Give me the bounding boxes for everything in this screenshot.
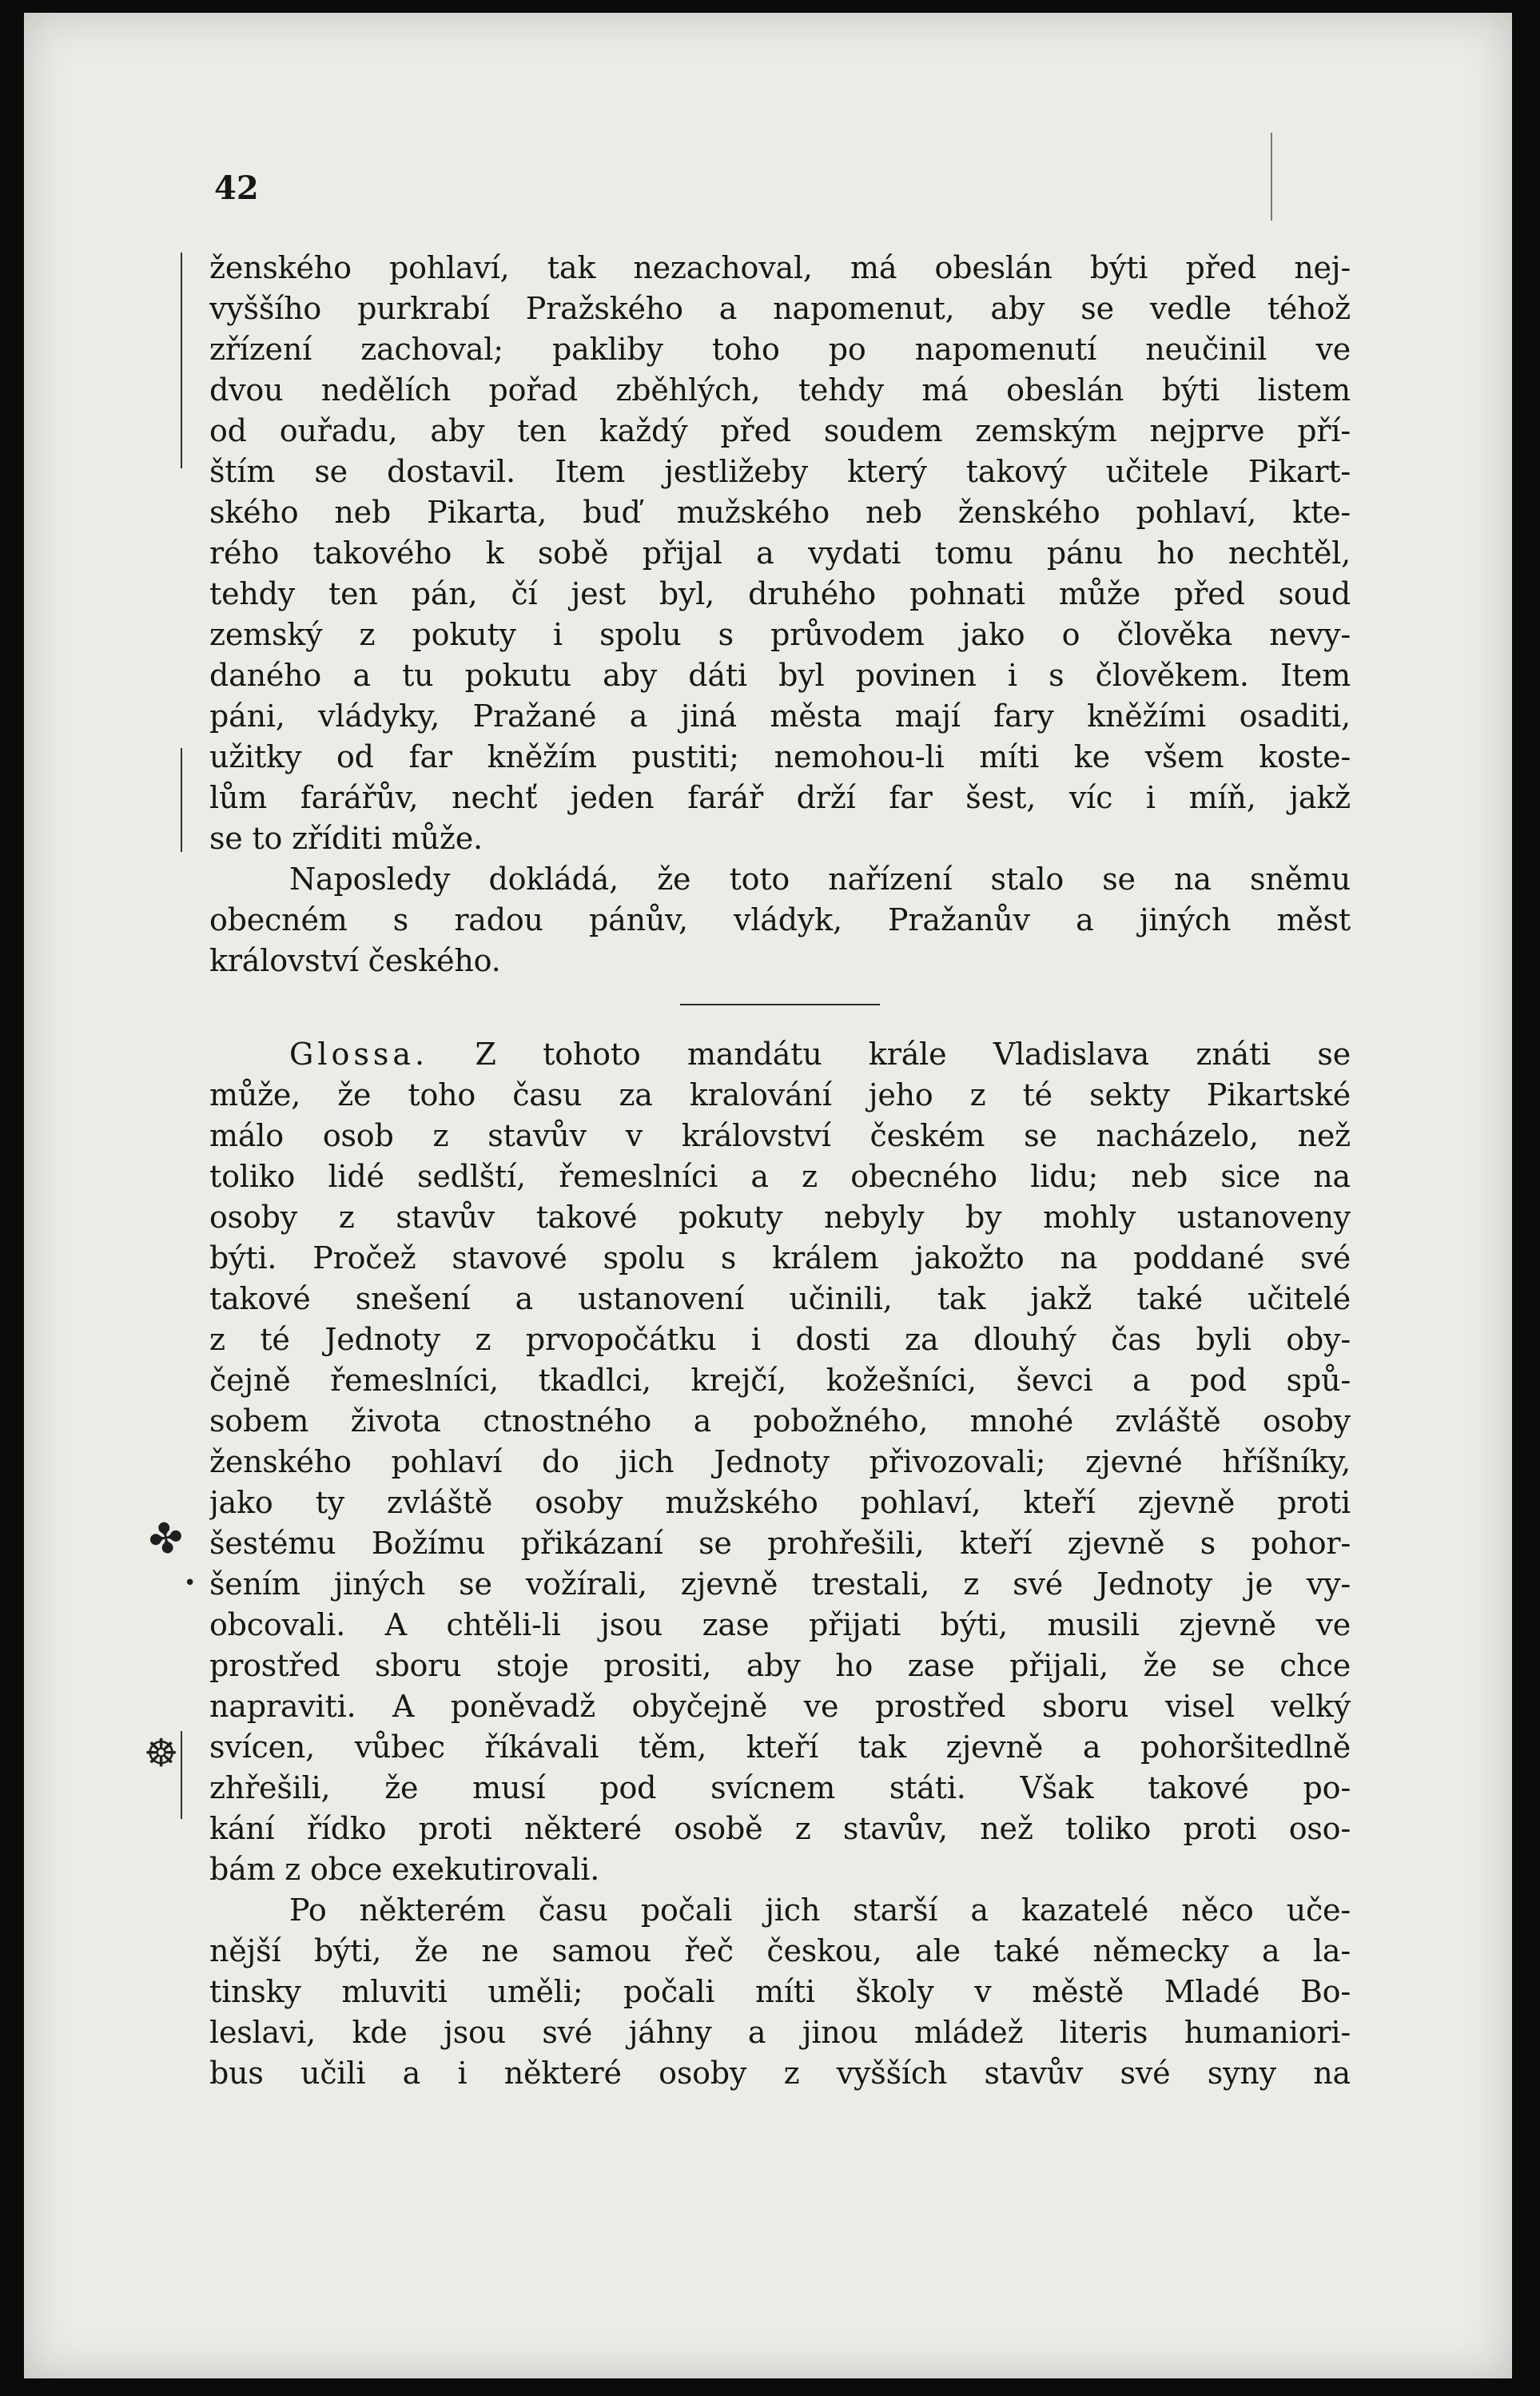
section-divider: [680, 1004, 880, 1005]
text-line: zhřešili, že musí pod svícnem státi. Však takové po-: [209, 1770, 1351, 1805]
text-line: zemský z pokuty i spolu s průvodem jako o člověka nevy-: [209, 617, 1351, 652]
text-line: lům farářův, nechť jeden farář drží far šest, víc i míň, jakž: [209, 780, 1351, 815]
text-line: se to zříditi může.: [209, 821, 483, 856]
text-line: čejně řemeslníci, tkadlci, krejčí, kožešníci, ševci a pod spů-: [209, 1363, 1351, 1398]
text-line: Po některém času počali jich starší a kazatelé něco uče-: [289, 1893, 1351, 1928]
text-line: napraviti. A poněvadž obyčejně ve prostřed sboru visel velký: [209, 1689, 1351, 1724]
text-line: ského neb Pikarta, buď mužského neb ženského pohlaví, kte-: [209, 495, 1351, 530]
text-line: obcovali. A chtěli-li jsou zase přijati býti, musili zjevně ve: [209, 1607, 1351, 1642]
text-line: šením jiných se vožírali, zjevně trestali, z své Jednoty je vy-: [209, 1566, 1351, 1602]
text-line: šestému Božímu přikázaní se prohřešili, kteří zjevně s pohor-: [209, 1526, 1351, 1561]
text-line: tinsky mluviti uměli; počali míti školy v městě Mladé Bo-: [209, 1974, 1351, 2009]
text-line: nější býti, že ne samou řeč českou, ale také německy a la-: [209, 1933, 1351, 1968]
glossa-line-rest: Z tohoto mandátu krále Vladislava znáti se: [428, 1037, 1351, 1072]
text-line: z té Jednoty z prvopočátku i dosti za dlouhý čas byli oby-: [209, 1322, 1351, 1357]
text-line: království českého.: [209, 943, 501, 978]
text-line: rého takového k sobě přijal a vydati tomu pánu ho nechtěl,: [209, 535, 1351, 571]
paragraph: [209, 1075, 1351, 1890]
text-line: leslavi, kde jsou své jáhny a jinou mládež literis humaniori-: [209, 2015, 1351, 2050]
margin-pencil-line: [181, 253, 182, 468]
text-line: svícen, vůbec říkávali těm, kteří tak zjevně a pohoršitedlně: [209, 1729, 1351, 1765]
paragraph: [209, 248, 1351, 859]
margin-dot: •: [184, 1571, 197, 1595]
text-line: štím se dostavil. Item jestližeby který takový učitele Pikart-: [209, 454, 1351, 489]
text-line: užitky od far kněžím pustiti; nemohou-li míti ke všem koste-: [209, 739, 1351, 774]
margin-handwritten-mark: ✤: [145, 1512, 188, 1566]
text-line: takové snešení a ustanovení učinili, tak jakž také učitelé: [209, 1281, 1351, 1316]
text-line: sobem života ctnostného a pobožného, mnohé zvláště osoby: [209, 1403, 1351, 1439]
text-line: ženského pohlaví, tak nezachoval, má obeslán býti před nej-: [209, 250, 1351, 285]
text-line: tehdy ten pán, čí jest byl, druhého pohnati může před soud: [209, 576, 1351, 611]
text-line: toliko lidé sedlští, řemeslníci a z obecného lidu; neb sice na: [209, 1159, 1351, 1194]
text-line: může, že toho času za kralování jeho z té sekty Pikartské: [209, 1077, 1351, 1112]
text-line: bus učili a i některé osoby z vyšších stavův své syny na: [209, 2056, 1351, 2091]
text-line: Naposledy dokládá, že toto nařízení stalo se na sněmu: [289, 862, 1351, 897]
text-line: býti. Pročež stavové spolu s králem jakožto na poddané své: [209, 1240, 1351, 1276]
text-line: prostřed sboru stoje prositi, aby ho zase přijali, že se chce: [209, 1648, 1351, 1683]
paragraph: [209, 859, 1351, 981]
text-line: páni, vládyky, Pražané a jiná města mají fary kněžími osaditi,: [209, 699, 1351, 734]
top-right-pencil-line: [1271, 133, 1272, 221]
text-line: osoby z stavův takové pokuty nebyly by mohly ustanoveny: [209, 1200, 1351, 1235]
scanned-page: [24, 13, 1512, 2378]
text-line: daného a tu pokutu aby dáti byl povinen i s člověkem. Item: [209, 658, 1351, 693]
text-line: zřízení zachoval; pakliby toho po napomenutí neučinil ve: [209, 332, 1351, 367]
book-text: [209, 248, 1351, 2094]
text-line: od ouřadu, aby ten každý před soudem zemským nejprve pří-: [209, 413, 1351, 448]
text-line: jako ty zvláště osoby mužského pohlaví, kteří zjevně proti: [209, 1485, 1351, 1520]
paragraph: [209, 1890, 1351, 2094]
margin-handwritten-mark: ☸: [144, 1731, 179, 1776]
text-line: dvou nedělích pořad zběhlých, tehdy má obeslán býti listem: [209, 372, 1351, 408]
text-line: ženského pohlaví do jich Jednoty přivozovali; zjevné hříšníky,: [209, 1444, 1351, 1479]
text-line: vyššího purkrabí Pražského a napomenut, aby se vedle téhož: [209, 291, 1351, 326]
text-line: [209, 1034, 1351, 1075]
margin-pencil-line: [181, 1731, 182, 1819]
glossa-heading: Glossa.: [289, 1037, 429, 1072]
text-line: obecném s radou pánův, vládyk, Pražanův a jiných měst: [209, 902, 1351, 937]
text-line: málo osob z stavův v království českém se nacházelo, než: [209, 1118, 1351, 1153]
margin-pencil-line: [181, 748, 182, 852]
text-line: kání řídko proti některé osobě z stavův, než toliko proti oso-: [209, 1811, 1351, 1846]
page-number: 42: [214, 169, 259, 207]
text-line: bám z obce exekutirovali.: [209, 1852, 600, 1887]
